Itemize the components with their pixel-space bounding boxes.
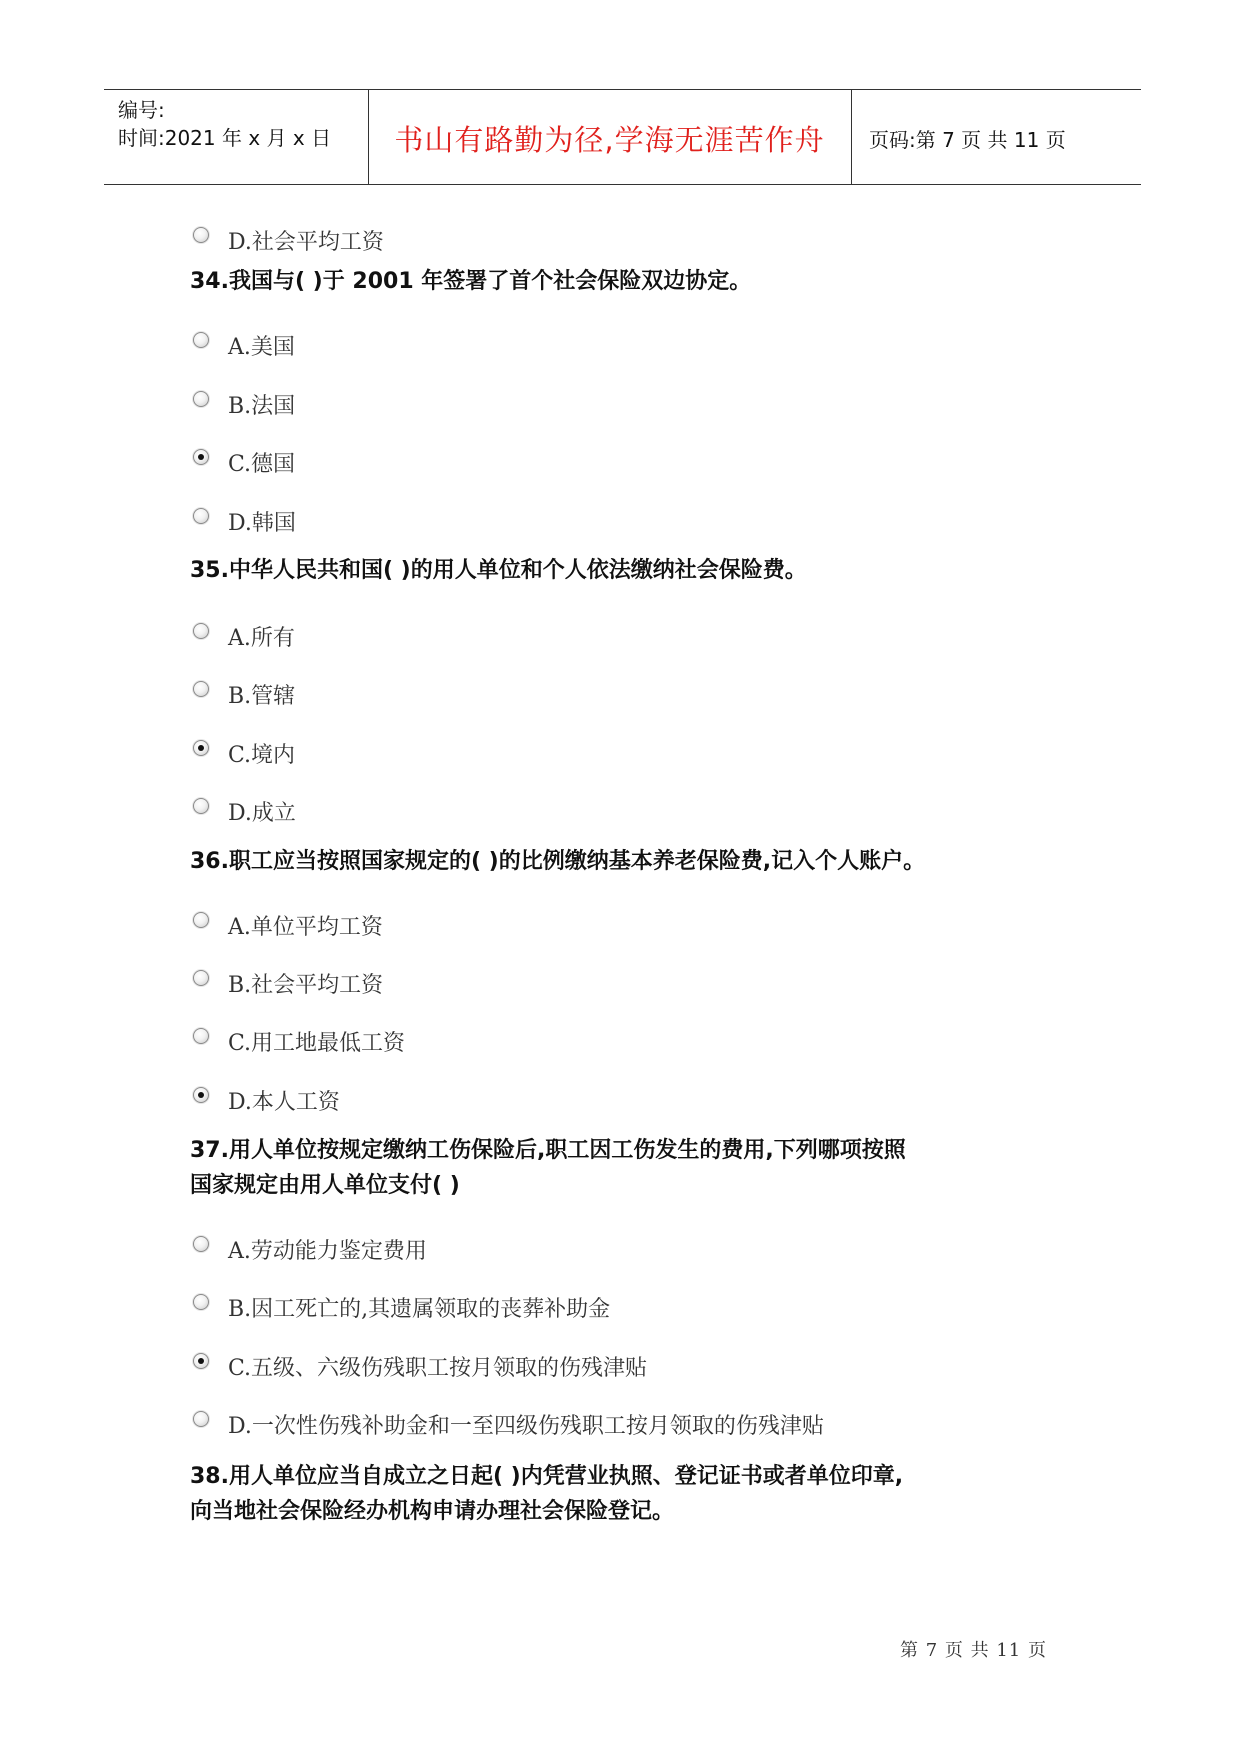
question-text [190,1133,906,1203]
radio-button[interactable] [193,912,209,928]
option-label: A.单位平均工资 [228,915,383,940]
question-line: 35.中华人民共和国( )的用人单位和个人依法缴纳社会保险费。 [190,558,807,583]
radio-button[interactable] [193,623,209,639]
option-label: C.境内 [228,743,296,768]
radio-button[interactable] [193,391,209,407]
header-page-cell [853,90,1141,184]
radio-button[interactable] [193,798,209,814]
option-label: B.法国 [228,394,296,419]
radio-button[interactable] [193,227,209,243]
radio-button-checked[interactable] [193,1087,209,1103]
question-line: 36.职工应当按照国家规定的( )的比例缴纳基本养老保险费,记入个人账户。 [190,849,926,874]
radio-button[interactable] [193,332,209,348]
question-text [190,553,807,588]
radio-button[interactable] [193,970,209,986]
question-text [190,844,925,879]
header-page-info: 页码:第 7 页 共 11 页 [869,128,1066,152]
option-label: D.成立 [228,801,296,826]
radio-button-checked[interactable] [193,449,209,465]
question-line: 国家规定由用人单位支付( ) [190,1173,460,1198]
option-label: C.用工地最低工资 [228,1031,406,1056]
radio-dot-icon [198,1092,204,1098]
option-label: D.本人工资 [228,1090,340,1115]
radio-button[interactable] [193,681,209,697]
option-label: C.五级、六级伤残职工按月领取的伤残津贴 [228,1356,648,1381]
question-text [190,1459,903,1529]
option-label: D.一次性伤残补助金和一至四级伤残职工按月领取的伤残津贴 [228,1414,824,1439]
option-label: D.社会平均工资 [228,230,384,255]
header-motto-cell [368,90,852,184]
question-line: 37.用人单位按规定缴纳工伤保险后,职工因工伤发生的费用,下列哪项按照 [190,1138,906,1163]
radio-button[interactable] [193,1236,209,1252]
radio-button[interactable] [193,508,209,524]
radio-button-checked[interactable] [193,740,209,756]
option-label: B.管辖 [228,684,296,709]
radio-button[interactable] [193,1411,209,1427]
radio-button[interactable] [193,1294,209,1310]
radio-dot-icon [198,745,204,751]
option-label: A.劳动能力鉴定费用 [228,1239,427,1264]
motto: 书山有路勤为径,学海无涯苦作舟 [394,123,825,157]
number-label: 编号: [118,98,165,122]
question-line: 向当地社会保险经办机构申请办理社会保险登记。 [190,1499,675,1524]
time-label: 时间:2021 年 x 月 x 日 [118,126,332,150]
option-label: D.韩国 [228,511,296,536]
option-label: A.美国 [228,335,295,360]
radio-button[interactable] [193,1028,209,1044]
question-text [190,264,751,299]
question-line: 34.我国与( )于 2001 年签署了首个社会保险双边协定。 [190,269,752,294]
radio-dot-icon [198,454,204,460]
option-label: B.社会平均工资 [228,973,384,998]
radio-button-checked[interactable] [193,1353,209,1369]
header-meta-cell [104,90,369,184]
option-label: B.因工死亡的,其遗属领取的丧葬补助金 [228,1297,611,1322]
option-label: C.德国 [228,452,296,477]
question-line: 38.用人单位应当自成立之日起( )内凭营业执照、登记证书或者单位印章, [190,1464,904,1489]
option-label: A.所有 [228,626,295,651]
page-header [104,89,1141,185]
footer-page-info: 第 7 页 共 11 页 [900,1640,1047,1661]
radio-dot-icon [198,1358,204,1364]
